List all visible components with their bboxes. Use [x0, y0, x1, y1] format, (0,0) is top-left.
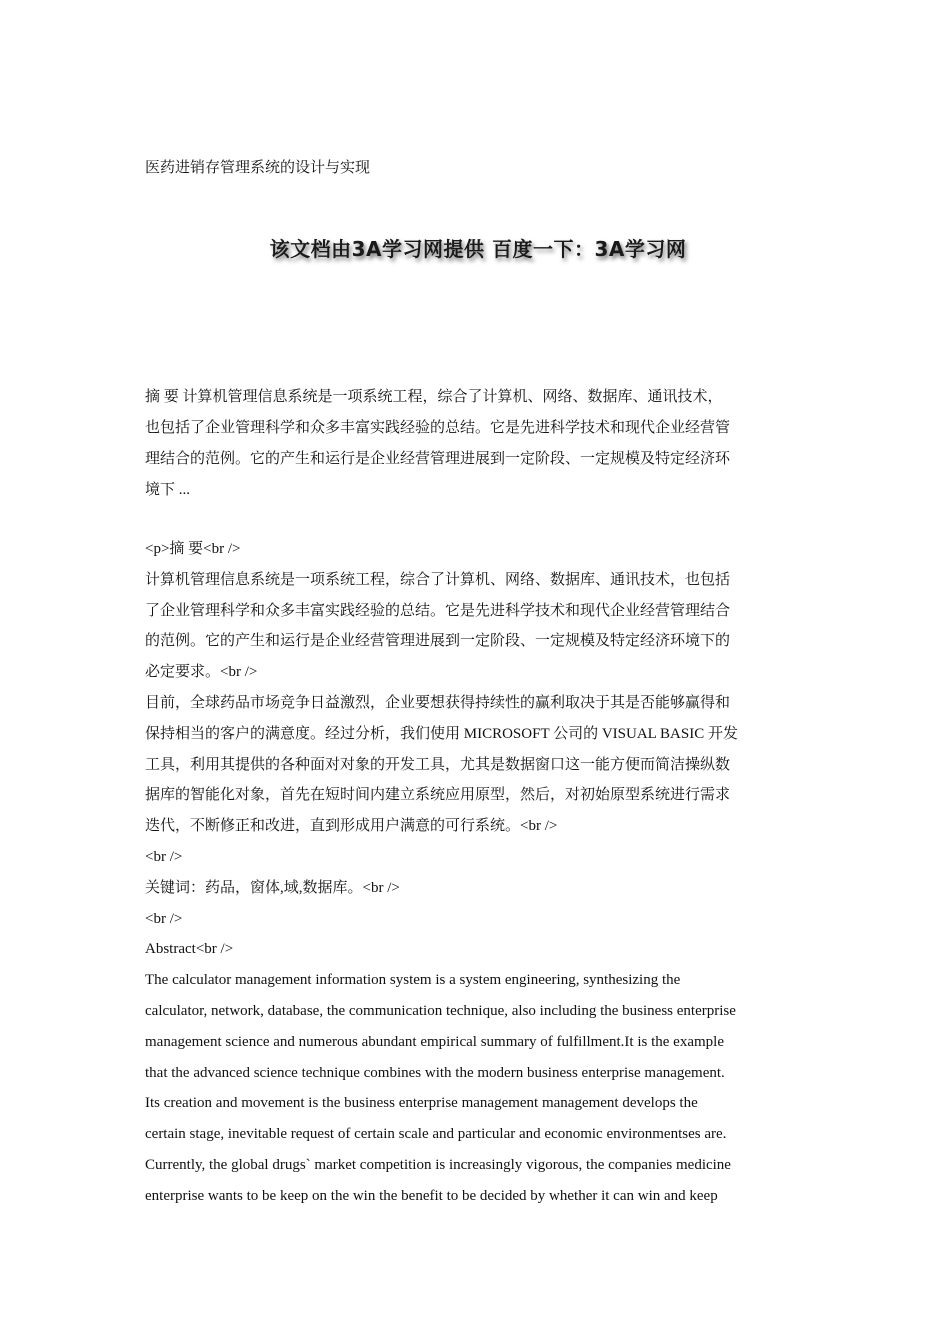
body-line: 的范例。它的产生和运行是企业经营管理进展到一定阶段、一定规模及特定经济环境下的: [145, 633, 731, 650]
body-line: Its creation and movement is the business enterprise management management develops the: [145, 1095, 698, 1112]
body-line: 工具，利用其提供的各种面对对象的开发工具，尤其是数据窗口这一能方便而简洁操纵数: [145, 756, 731, 773]
summary-line: 理结合的范例。它的产生和运行是企业经营管理进展到一定阶段、一定规模及特定经济环: [145, 451, 731, 467]
body-text: [145, 534, 815, 1212]
body-line: <p>摘 要<br />: [145, 541, 241, 557]
summary-line: 摘 要 计算机管理信息系统是一项系统工程，综合了计算机、网络、数据库、通讯技术，: [145, 389, 723, 405]
summary-line: 境下 ...: [145, 482, 191, 498]
body-line: 关键词：药品，窗体,域,数据库。<br />: [145, 879, 400, 896]
body-line: calculator, network, database, the communication technique, also including the business enterprise: [145, 1002, 736, 1019]
body-line: 必定要求。<br />: [145, 664, 258, 681]
body-line: 迭代，不断修正和改进，直到形成用户满意的可行系统。<br />: [145, 818, 558, 835]
body-line: that the advanced science technique combines with the modern business enterprise management.: [145, 1064, 725, 1081]
document-title: 医药进销存管理系统的设计与实现: [145, 160, 371, 176]
body-line: enterprise wants to be keep on the win the benefit to be decided by whether it can win and keep: [145, 1187, 718, 1204]
body-line: The calculator management information system is a system engineering, synthesizing the: [145, 972, 681, 989]
body-line: 计算机管理信息系统是一项系统工程，综合了计算机、网络、数据库、通讯技术，也包括: [145, 571, 731, 588]
body-line: 保持相当的客户的满意度。经过分析，我们使用 MICROSOFT 公司的 VISUAL BASIC 开发: [145, 725, 738, 742]
body-line: <br />: [145, 848, 183, 865]
body-line: 了企业管理科学和众多丰富实践经验的总结。它是先进科学技术和现代企业经营管理结合: [145, 602, 731, 619]
body-line: 据库的智能化对象，首先在短时间内建立系统应用原型，然后，对初始原型系统进行需求: [145, 787, 731, 804]
body-line: Abstract<br />: [145, 941, 234, 958]
body-line: certain stage, inevitable request of certain scale and particular and economic environmentses are.: [145, 1126, 727, 1143]
body-line: <br />: [145, 910, 183, 927]
body-line: 目前，全球药品市场竞争日益激烈，企业要想获得持续性的赢利取决于其是否能够赢得和: [145, 694, 731, 711]
summary-paragraph: [145, 382, 805, 506]
body-line: Currently, the global drugs` market competition is increasingly vigorous, the companies medicine: [145, 1156, 731, 1173]
body-line: management science and numerous abundant empirical summary of fulfillment.It is the example: [145, 1033, 724, 1050]
watermark-banner: 该文档由3A学习网提供 百度一下：3A学习网: [269, 237, 687, 261]
summary-line: 也包括了企业管理科学和众多丰富实践经验的总结。它是先进科学技术和现代企业经营管: [145, 420, 731, 436]
